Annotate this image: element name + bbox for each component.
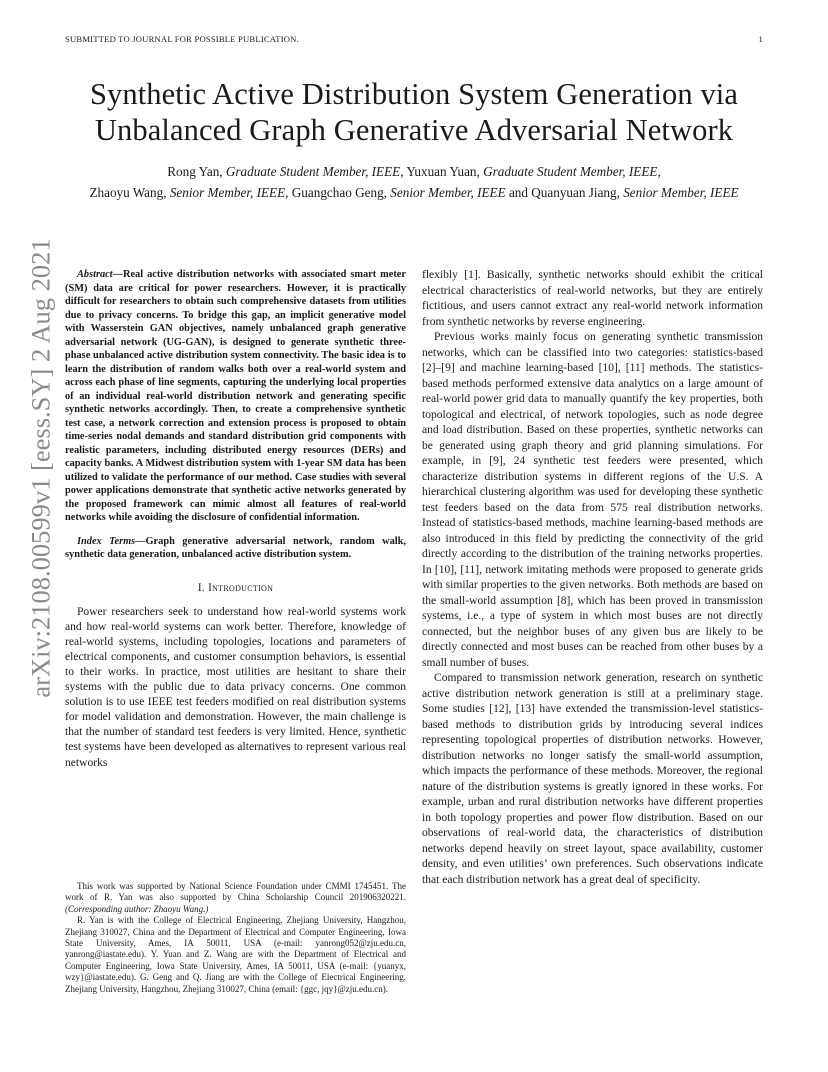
author-affiliation: Senior Member, IEEE [390,185,506,200]
index-terms [65,535,406,562]
intro-paragraph: Power researchers seek to understand how real-world systems work and how real-world systems can work better. Therefore, knowledge of real-world systems, including topologies, locations and parameters of electrical components, and customer consumption behaviors, is essential to their works. In practice, most utilities are hesitant to share their systems with the public due to data privacy concerns. One common solution is to use IEEE test feeders modified on real distribution systems for model validation and demonstration. However, the main challenge is that the number of standard test feeders is very limited. Hence, synthetic test systems have been developed as alternatives to represent various real networks [65,605,406,769]
arxiv-side-stamp [21,238,61,698]
abstract-label: Abstract [77,269,113,280]
arxiv-identifier: arXiv:2108.00599v1 [eess.SY] 2 Aug 2021 [25,238,56,698]
author-affiliation: Senior Member, IEEE [623,185,739,200]
footnote-funding [65,881,406,915]
author-name: Yuxuan Yuan, [406,164,480,179]
author-name: and Quanyuan Jiang, [508,185,620,200]
body-paragraph: flexibly [1]. Basically, synthetic networks should exhibit the critical electrical characteristics of real-world networks, but they are entirely fictitious, and users cannot extract any real-world network information from synthetic networks by reverse engineering. [422,269,763,328]
left-column [65,268,406,771]
index-terms-text: —Graph generative adversarial network, random walk, synthetic data generation, unbalanced active distribution system. [65,535,407,560]
author-affiliation: Graduate Student Member, IEEE, [225,164,404,179]
title-line-1: Synthetic Active Distribution System Generation via [89,77,739,111]
running-head-text: SUBMITTED TO JOURNAL FOR POSSIBLE PUBLICATION. [65,34,299,44]
abstract [65,268,406,525]
footnote-funding-text: This work was supported by National Science Foundation under CMMI 1745451. The work of R. Yan was also supported by China Scholarship Council 201906320221. [65,881,406,903]
page-number: 1 [758,34,763,44]
corresponding-author: (Corresponding author: Zhaoyu Wang.) [65,903,209,914]
author-affiliation: Senior Member, IEEE, [169,185,289,200]
body-paragraph: Previous works mainly focus on generating synthetic transmission networks, which can be classified into two categories: statistics-based [2]–[9] and machine learning-based [10], [11] methods. The statistics-based methods performed extensive data analytics on a large amount of real-world power grid data to manually quantify the key properties, both topological and electrical, of network topologies, such as node degree and load distribution. Based on these properties, synthetic networks can be generated using graph theory and grid planning simulations. For example, in [9], 24 synthetic test feeders were presented, which characterize distribution systems in different regions of the U.S. A hierarchical clustering algorithm was used for developing these synthetic test feeders based on the data from 575 real distribution networks. Instead of statistics-based methods, machine learning-based methods are also introduced in this field by predicting the connectivity of the grid directly according to the distribution of the training networks properties. In [10], [11], network imitating methods were proposed to generate grids with similar properties to the given networks. Both methods are based on the small-world assumption [8], which has been proved in transmission systems, i.e., a type of system in which most buses are not directly connected, but the neighbor buses of any given bus are likely to be directly connected and most buses can be reached from other buses by a small number of buses. [422,331,763,669]
index-terms-label: Index Terms [77,535,136,547]
author-list [80,161,748,203]
author-name: Rong Yan, [167,164,223,179]
author-name: Guangchao Geng, [291,185,387,200]
title-line-2: Unbalanced Graph Generative Adversarial Network [94,113,734,147]
footnote-affiliations: R. Yan is with the College of Electrical Engineering, Zhejiang University, Hangzhou, Zhejiang 310027, China and the Department of Electrical and Computer Engineering, Iowa State University, Ames, IA 50011, USA (e-mail: yanrong052@zju.edu.cn, yanrong@iastate.edu). Y. Yuan and Z. Wang are with the Department of Electrical and Computer Engineering, Iowa State University, Ames, IA 50011, USA (e-mail: {yuanyx, wzy}@iastate.edu). G. Geng and Q. Jiang are with the College of Electrical Engineering, Zhejiang University, Hangzhou, Zhejiang 310027, China (email: {ggc, jqy}@zju.edu.cn). [65,915,406,994]
footnote [65,881,406,995]
abstract-text: —Real active distribution networks with associated smart meter (SM) data are critical for power researchers. However, it is practically difficult for researchers to obtain such comprehensive datasets from utilities due to privacy concerns. To bridge this gap, an implicit generative model with Wasserstein GAN objectives, namely unbalanced graph generative adversarial network (UG-GAN), is designed to generate synthetic three-phase unbalanced active distribution system connectivity. The basic idea is to learn the distribution of random walks both over a real-world system and across each phase of line segments, capturing the underlying local properties of an individual real-world distribution network and generating specific synthetic networks accordingly. Then, to create a comprehensive synthetic test case, a network correction and extension process is proposed to obtain time-series nodal demands and standard distribution grid components with realistic parameters, including distributed energy resources (DERs) and capacity banks. A Midwest distribution system with 1-year SM data has been utilized to validate the performance of our method. Case studies with several power applications demonstrate that synthetic active networks generated by the proposed framework can mimic almost all features of real-world networks while avoiding the disclosure of confidential information. [65,269,406,523]
section-heading-introduction [65,581,406,596]
author-affiliation: Graduate Student Member, IEEE, [483,164,661,179]
right-column [422,268,763,888]
author-name: Zhaoyu Wang, [89,185,167,200]
section-name: Introduction [208,581,274,594]
body-paragraph: Compared to transmission network generation, research on synthetic active distribution network generation is still at a preliminary stage. Some studies [12], [13] have extended the transmission-level statistics-based methods to distribution grids by introducing several indices representing topological properties of distribution networks. However, distribution networks no longer satisfy the small-world assumption, which impacts the performance of these methods. Moreover, the regional nature of the distribution systems is greatly ignored in these works. For example, urban and rural distribution networks have different properties in both topology properties and power flow distribution. Based on our observations of real-world data, the characteristics of distribution networks depend heavily on street layout, space availability, customer density, and even utilities’ own preferences. Such observations indicate that each distribution network has a great deal of specificity. [422,672,763,886]
paper-title [30,76,798,148]
section-numeral: I. [197,581,209,594]
